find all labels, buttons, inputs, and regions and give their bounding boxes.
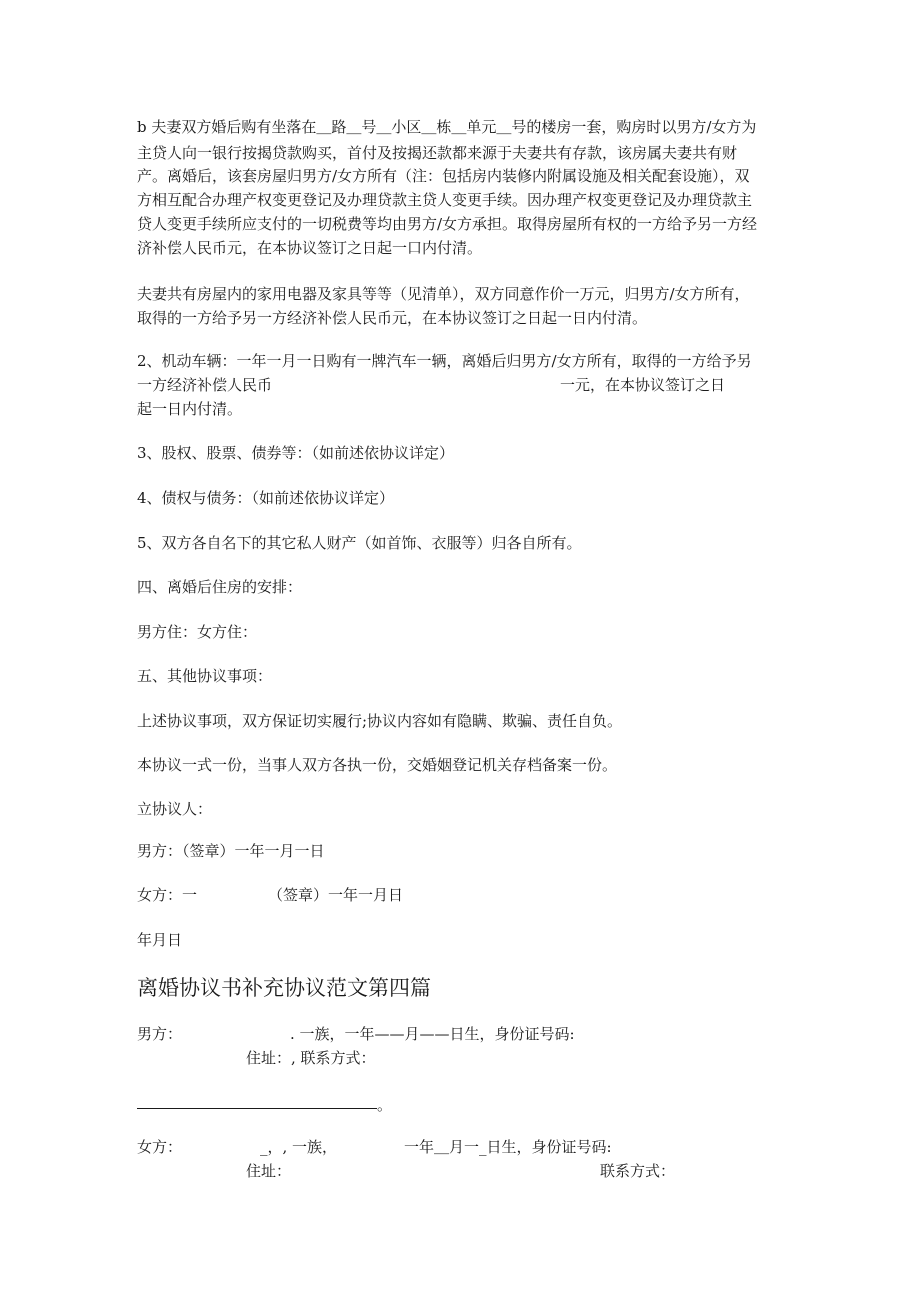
para-b-line-2: 主贷人向一银行按揭贷款购买，首付及按揭还款都来源于夫妻共有存款，该房属夫妻共有财 — [137, 144, 738, 162]
item-3: 3、股权、股票、债券等：（如前述依协议详定） — [137, 444, 455, 462]
para-b-line-4: 方相互配合办理产权变更登记及办理贷款主贷人变更手续。因办理产权变更登记及办理贷款主 — [137, 191, 753, 209]
female-contact-label: 联系方式： — [600, 1162, 676, 1180]
female-info-label: 女方： — [137, 1138, 183, 1156]
blank-underline — [137, 1108, 377, 1109]
para-vehicle-line-3: 起一日内付清。 — [137, 400, 243, 418]
male-info-label: 男方： — [137, 1025, 183, 1043]
section-5-heading: 五、其他协议事项： — [137, 667, 273, 685]
para-b-line-3: 产。离婚后，该套房屋归男方/女方所有（注：包括房内装修内附属设施及相关配套设施），双 — [137, 167, 750, 185]
male-address-line: 住址：, 联系方式： — [246, 1049, 376, 1067]
guarantee-line: 上述协议事项，双方保证切实履行;协议内容如有隐瞒、欺骗、责任自负。 — [137, 712, 623, 730]
signers-label: 立协议人： — [137, 800, 213, 818]
female-signature-label: 女方：一 — [137, 886, 198, 904]
para-appliances-line-2: 取得的一方给予另一方经济补偿人民币元，在本协议签订之日起一日内付清。 — [137, 309, 648, 327]
section-heading: 离婚协议书补充协议范文第四篇 — [137, 976, 431, 1000]
female-info-birthdate: 一年＿月一_日生，身份证号码: — [404, 1138, 612, 1156]
para-vehicle-line-1: 2、机动车辆：一年一月一日购有一牌汽车一辆，离婚后归男方/女方所有，取得的一方给予另 — [137, 352, 752, 370]
male-info-details: . 一族，一年——月——日生，身份证号码: — [290, 1025, 575, 1043]
para-vehicle-line-2a: 一方经济补偿人民币 — [137, 376, 273, 394]
para-vehicle-line-2b: 一元，在本协议签订之日 — [560, 376, 726, 394]
section-4-heading: 四、离婚后住房的安排： — [137, 578, 303, 596]
male-info-end-mark: 。 — [377, 1096, 393, 1114]
date-line: 年月日 — [137, 931, 183, 949]
copies-line: 本协议一式一份，当事人双方各执一份，交婚姻登记机关存档备案一份。 — [137, 756, 618, 774]
female-info-ethnicity: _，, 一族， — [260, 1138, 338, 1156]
para-b-line-1: b 夫妻双方婚后购有坐落在＿路＿号＿小区＿栋＿单元＿号的楼房一套，购房时以男方/女方为 — [137, 118, 757, 136]
para-b-line-6: 济补偿人民币元，在本协议签订之日起一口内付清。 — [137, 239, 483, 257]
housing-line: 男方住：女方住： — [137, 623, 258, 641]
male-signature-line: 男方：（签章）一年一月一日 — [137, 842, 325, 860]
para-appliances-line-1: 夫妻共有房屋内的家用电器及家具等等（见清单），双方同意作价一万元，归男方/女方所有， — [137, 285, 750, 303]
female-address-label: 住址： — [246, 1162, 292, 1180]
item-4: 4、债权与债务：（如前述依协议详定） — [137, 489, 395, 507]
item-5: 5、双方各自名下的其它私人财产（如首饰、衣服等）归各自所有。 — [137, 534, 582, 552]
para-b-line-5: 贷人变更手续所应支付的一切税费等均由男方/女方承担。取得房屋所有权的一方给予另一方经 — [137, 215, 758, 233]
female-signature-line: （签章）一年一月日 — [268, 886, 404, 904]
